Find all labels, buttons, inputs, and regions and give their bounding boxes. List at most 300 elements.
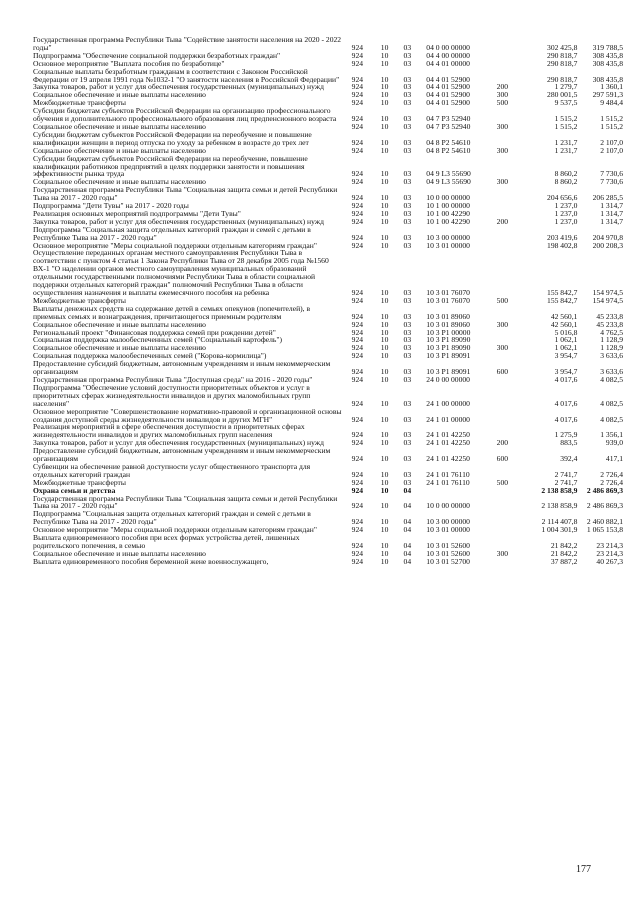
section-code-cell: 10 [380, 208, 389, 218]
section-code-cell: 10 [380, 240, 389, 250]
budget-table-body [33, 36, 623, 566]
ministry-code-cell: 924 [351, 240, 364, 250]
expense-type-cell [497, 408, 528, 424]
amount-year2-cell: 4 082,5 [600, 414, 623, 424]
ministry-code-cell: 924 [351, 311, 364, 321]
budget-table [33, 36, 623, 566]
subsection-code-cell: 04 [403, 525, 412, 535]
amount-year2-cell: 308 435,8 [592, 58, 623, 68]
row-name-cell: Выплата единовременного пособия при всех формах устройства детей, лишенных родительского попечения, в семью [33, 533, 300, 550]
row-name-cell: Закупка товаров, работ и услуг для обеспечения государственных (муниципальных) нужд [33, 438, 324, 448]
subsection-code-cell: 03 [403, 319, 412, 329]
target-article-cell: 24 0 00 00000 [426, 374, 470, 384]
amount-year2-cell: 1 314,7 [600, 201, 623, 211]
amount-year2-cell: 23 214,3 [596, 548, 623, 558]
target-article-cell: 10 3 P1 89091 [426, 367, 471, 377]
ministry-code-cell: 924 [351, 430, 364, 440]
expense-type-cell: 300 [496, 343, 509, 353]
section-code-cell: 10 [380, 216, 389, 226]
section-code-cell: 10 [380, 145, 389, 155]
expense-type-cell: 300 [496, 319, 509, 329]
amount-year1-cell: 155 842,7 [547, 288, 578, 297]
target-article-cell: 04 4 00 00000 [426, 50, 470, 60]
target-article-cell: 10 3 01 76070 [426, 288, 470, 297]
amount-year2-cell: 2 486 869,3 [586, 501, 623, 511]
amount-year1-cell: 2 138 858,9 [541, 485, 578, 495]
expense-type-cell: 500 [496, 98, 509, 108]
target-article-cell: 04 0 00 00000 [426, 42, 470, 52]
amount-year2-cell: 2 486 869,3 [586, 485, 623, 495]
target-article-cell: 10 3 01 89060 [426, 311, 470, 321]
subsection-code-cell: 03 [403, 58, 412, 68]
section-code-cell: 10 [380, 374, 389, 384]
expense-type-cell: 300 [496, 177, 509, 187]
expense-type-cell: 500 [496, 477, 509, 487]
target-article-cell: 10 1 00 42290 [426, 208, 470, 218]
expense-type-cell [497, 423, 528, 439]
ministry-code-cell: 924 [351, 42, 364, 52]
subsection-code-cell: 03 [403, 98, 412, 108]
amount-year1-cell: 2 741,7 [554, 477, 578, 487]
ministry-code-cell: 924 [351, 351, 364, 361]
table-row [33, 534, 623, 550]
ministry-code-cell: 924 [351, 295, 364, 305]
subsection-code-cell: 04 [403, 517, 412, 527]
amount-year2-cell: 206 285,5 [592, 193, 623, 203]
subsection-code-cell: 03 [403, 121, 412, 131]
subsection-code-cell: 03 [403, 469, 412, 479]
expense-type-cell: 300 [496, 90, 509, 100]
section-code-cell: 10 [380, 74, 389, 84]
subsection-code-cell: 03 [403, 438, 412, 448]
subsection-code-cell: 03 [403, 367, 412, 377]
target-article-cell: 10 3 01 76070 [426, 295, 470, 305]
section-code-cell: 10 [380, 351, 389, 361]
amount-year1-cell: 37 887,2 [550, 556, 578, 566]
row-name-cell: Государственная программа Республики Тыва "Социальная защита семьи и детей Республики Тыва на 2017 - 2020 годы" [33, 185, 338, 203]
amount-year1-cell: 290 818,7 [547, 58, 578, 68]
section-code-cell: 10 [380, 541, 389, 550]
amount-year2-cell: 308 435,8 [592, 74, 623, 84]
budget-document-page [33, 36, 623, 566]
amount-year1-cell: 280 001,5 [547, 90, 578, 100]
subsection-code-cell: 03 [403, 169, 412, 179]
ministry-code-cell: 924 [351, 343, 364, 353]
amount-year1-cell: 1 231,7 [554, 145, 578, 155]
amount-year1-cell: 2 138 858,9 [541, 501, 578, 511]
amount-year2-cell: 1 128,9 [600, 343, 623, 353]
target-article-cell: 04 4 01 52900 [426, 82, 470, 92]
expense-type-cell: 200 [496, 82, 509, 92]
ministry-code-cell: 924 [351, 525, 364, 535]
ministry-code-cell: 924 [351, 398, 364, 408]
amount-year1-cell: 155 842,7 [547, 295, 578, 305]
subsection-code-cell: 03 [403, 193, 412, 203]
amount-year2-cell: 2 726,4 [600, 469, 623, 479]
subsection-code-cell: 03 [403, 335, 412, 345]
table-row [33, 131, 623, 147]
table-row [33, 479, 623, 487]
ministry-code-cell: 924 [351, 319, 364, 329]
amount-year2-cell: 308 435,8 [592, 50, 623, 60]
amount-year1-cell: 302 425,8 [547, 42, 578, 52]
ministry-code-cell: 924 [351, 548, 364, 558]
amount-year1-cell: 1 004 301,9 [541, 525, 578, 535]
row-name-cell: Подпрограмма "Обеспечение социальной поддержки безработных граждан" [33, 50, 281, 60]
row-name-cell: Социальное обеспечение и иные выплаты населению [33, 90, 206, 100]
section-code-cell: 10 [380, 58, 389, 68]
section-code-cell: 10 [380, 367, 389, 377]
section-code-cell: 10 [380, 414, 389, 424]
ministry-code-cell: 924 [351, 145, 364, 155]
row-name-cell: Основное мероприятие "Выплата пособия по безработице" [33, 58, 225, 68]
expense-type-cell [497, 487, 528, 495]
subsection-code-cell: 03 [403, 414, 412, 424]
section-code-cell: 10 [380, 525, 389, 535]
row-name-cell: Региональный проект "Финансовая поддержка семей при рождении детей" [33, 327, 276, 337]
amount-year2-cell: 2 107,0 [600, 137, 623, 147]
subsection-code-cell: 03 [403, 295, 412, 305]
subsection-code-cell: 04 [403, 501, 412, 511]
target-article-cell: 24 1 01 42250 [426, 438, 470, 448]
row-name-cell: Межбюджетные трансферты [33, 98, 126, 108]
row-name-cell: Межбюджетные трансферты [33, 477, 126, 487]
section-code-cell: 10 [380, 121, 389, 131]
amount-year1-cell: 1 231,7 [554, 137, 578, 147]
amount-year2-cell: 1 360,1 [600, 82, 623, 92]
amount-year1-cell: 1 237,0 [554, 208, 578, 218]
target-article-cell: 10 3 01 89060 [426, 319, 470, 329]
section-code-cell: 10 [380, 137, 389, 147]
ministry-code-cell: 924 [351, 477, 364, 487]
section-code-cell: 10 [380, 327, 389, 337]
ministry-code-cell: 924 [351, 74, 364, 84]
amount-year2-cell: 1 314,7 [600, 208, 623, 218]
section-code-cell: 10 [380, 295, 389, 305]
row-name-cell: Подпрограмма "Обеспечение условий доступности приоритетных объектов и услуг в приоритетных сферах жизнедеятельности инвалидов и других маломобильных групп населения" [33, 382, 311, 408]
expense-type-cell [497, 155, 528, 179]
expense-type-cell: 300 [496, 548, 509, 558]
amount-year2-cell: 4 082,5 [600, 398, 623, 408]
ministry-code-cell: 924 [351, 517, 364, 527]
section-code-cell: 10 [380, 90, 389, 100]
amount-year2-cell: 2 726,4 [600, 477, 623, 487]
amount-year1-cell: 21 842,2 [550, 541, 578, 550]
table-row [33, 36, 623, 52]
amount-year2-cell: 1 128,9 [600, 335, 623, 345]
row-name-cell: Подпрограмма "Социальная защита отдельных категорий граждан и семей с детьми в Республике Тыва на 2017 - 2020 годы" [33, 509, 311, 527]
table-row [33, 305, 623, 321]
expense-type-cell [497, 495, 528, 511]
subsection-code-cell: 03 [403, 454, 412, 464]
expense-type-cell: 300 [496, 121, 509, 131]
subsection-code-cell: 03 [403, 288, 412, 297]
expense-type-cell: 500 [496, 295, 509, 305]
ministry-code-cell: 924 [351, 90, 364, 100]
row-name-cell: Предоставление субсидий бюджетным, автономным учреждениям и иным некоммерческим организациям [33, 359, 331, 377]
expense-type-cell: 300 [496, 145, 509, 155]
subsection-code-cell: 03 [403, 311, 412, 321]
subsection-code-cell: 03 [403, 232, 412, 242]
target-article-cell: 04 4 01 52900 [426, 74, 470, 84]
expense-type-cell [497, 202, 528, 210]
ministry-code-cell: 924 [351, 216, 364, 226]
ministry-code-cell: 924 [351, 169, 364, 179]
amount-year2-cell: 45 233,8 [596, 311, 623, 321]
target-article-cell: 10 3 01 00000 [426, 240, 470, 250]
amount-year1-cell: 1 275,9 [554, 430, 578, 440]
ministry-code-cell: 924 [351, 288, 364, 297]
subsection-code-cell: 03 [403, 240, 412, 250]
section-code-cell: 10 [380, 50, 389, 60]
section-code-cell: 10 [380, 501, 389, 511]
section-code-cell: 10 [380, 343, 389, 353]
target-article-cell: 24 1 01 76110 [426, 477, 470, 487]
target-article-cell: 04 9 L3 55690 [426, 169, 471, 179]
amount-year1-cell: 1 515,2 [554, 114, 578, 124]
section-code-cell: 10 [380, 430, 389, 440]
row-name-cell: Осуществление переданных органам местного самоуправления Республики Тыва в соответствии с пунктом 4 статьи 1 Закона Республики Тыва от 28 декабря 2005 года №1560 ВХ-1 "О наделении органов местного самоуправления муниципальных образований отдельными государственными полномочиями Республики Тыва в области социальной поддержки отдельных категорий граждан" полномочий Республики Тыва в области осуществления назначения и выплаты ежемесячного пособия на ребенка [33, 248, 329, 297]
subsection-code-cell: 03 [403, 177, 412, 187]
row-name-cell: Социальная поддержка малообеспеченных семей ("Социальный картофель") [33, 335, 282, 345]
row-name-cell: Реализация мероприятий в сфере обеспечения доступности в приоритетных сферах жизнедеятельности инвалидов и других маломобильных групп населения [33, 422, 305, 440]
amount-year2-cell: 154 974,5 [592, 295, 623, 305]
target-article-cell: 10 3 P1 89090 [426, 335, 471, 345]
amount-year1-cell: 42 560,1 [550, 319, 578, 329]
target-article-cell: 10 3 01 00000 [426, 525, 470, 535]
amount-year1-cell: 290 818,7 [547, 74, 578, 84]
row-name-cell: Социальное обеспечение и иные выплаты населению [33, 121, 206, 131]
subsection-code-cell: 04 [403, 485, 412, 495]
table-row [33, 510, 623, 526]
row-name-cell: Закупка товаров, работ и услуг для обеспечения государственных (муниципальных) нужд [33, 82, 324, 92]
row-name-cell: Реализация основных мероприятий подпрограммы "Дети Тувы" [33, 208, 241, 218]
target-article-cell: 24 1 01 42250 [426, 430, 470, 440]
expense-type-cell [497, 384, 528, 408]
amount-year2-cell: 1 356,1 [600, 430, 623, 440]
table-row [33, 463, 623, 479]
expense-type-cell: 600 [496, 454, 509, 464]
section-code-cell: 10 [380, 193, 389, 203]
ministry-code-cell: 924 [351, 485, 364, 495]
amount-year2-cell: 1 515,2 [600, 114, 623, 124]
table-row [33, 558, 623, 566]
amount-year2-cell: 154 974,5 [592, 288, 623, 297]
section-code-cell: 10 [380, 485, 389, 495]
ministry-code-cell: 924 [351, 501, 364, 511]
page-number: 177 [576, 864, 591, 875]
section-code-cell: 10 [380, 114, 389, 124]
amount-year1-cell: 5 016,8 [554, 327, 578, 337]
ministry-code-cell: 924 [351, 201, 364, 211]
subsection-code-cell: 03 [403, 327, 412, 337]
table-row [33, 384, 623, 408]
expense-type-cell: 200 [496, 438, 509, 448]
expense-type-cell [497, 352, 528, 360]
expense-type-cell [497, 242, 528, 250]
row-name-cell: Основное мероприятие "Меры социальной поддержки отдельным категориям граждан" [33, 525, 317, 535]
amount-year2-cell: 3 633,6 [600, 367, 623, 377]
ministry-code-cell: 924 [351, 50, 364, 60]
row-name-cell: Субсидии бюджетам субъектов Российской Федерации на организацию профессионального обучения и дополнительного профессионального образования лиц предпенсионного возраста [33, 106, 337, 124]
amount-year2-cell: 4 762,5 [600, 327, 623, 337]
amount-year1-cell: 203 419,6 [547, 232, 578, 242]
subsection-code-cell: 03 [403, 374, 412, 384]
row-name-cell: Выплаты денежных средств на содержание детей в семьях опекунов (попечителей), в приемных семьях и вознаграждения, причитающегося приемным родителям [33, 303, 311, 321]
ministry-code-cell: 924 [351, 327, 364, 337]
ministry-code-cell: 924 [351, 193, 364, 203]
target-article-cell: 04 9 L3 55690 [426, 177, 471, 187]
ministry-code-cell: 924 [351, 232, 364, 242]
ministry-code-cell: 924 [351, 454, 364, 464]
target-article-cell: 04 4 01 00000 [426, 58, 470, 68]
table-row [33, 423, 623, 439]
expense-type-cell [497, 376, 528, 384]
target-article-cell: 04 4 01 52900 [426, 98, 470, 108]
amount-year1-cell: 3 954,7 [554, 351, 578, 361]
section-code-cell: 10 [380, 438, 389, 448]
section-code-cell: 10 [380, 177, 389, 187]
target-article-cell: 10 0 00 00000 [426, 193, 470, 203]
row-name-cell: Субвенции на обеспечение равной доступности услуг общественного транспорта для отдельных категорий граждан [33, 461, 311, 479]
amount-year1-cell: 204 656,6 [547, 193, 578, 203]
row-name-cell: Предоставление субсидий бюджетным, автономным учреждениям и иным некоммерческим организациям [33, 446, 331, 464]
subsection-code-cell: 03 [403, 208, 412, 218]
ministry-code-cell: 924 [351, 98, 364, 108]
section-code-cell: 10 [380, 98, 389, 108]
section-code-cell: 10 [380, 82, 389, 92]
section-code-cell: 10 [380, 454, 389, 464]
target-article-cell: 24 1 01 00000 [426, 414, 470, 424]
amount-year1-cell: 1 279,7 [554, 82, 578, 92]
target-article-cell: 10 3 01 52700 [426, 556, 470, 566]
amount-year1-cell: 21 842,2 [550, 548, 578, 558]
target-article-cell: 10 3 01 52600 [426, 541, 470, 550]
ministry-code-cell: 924 [351, 82, 364, 92]
subsection-code-cell: 03 [403, 137, 412, 147]
expense-type-cell [497, 510, 528, 526]
amount-year2-cell: 9 484,4 [600, 98, 623, 108]
expense-type-cell [497, 36, 528, 52]
ministry-code-cell: 924 [351, 335, 364, 345]
expense-type-cell [497, 68, 528, 84]
amount-year2-cell: 2 460 882,1 [586, 517, 623, 527]
row-name-cell: Социальная поддержка малообеспеченных семей ("Корова-кормилица") [33, 351, 267, 361]
table-row [33, 186, 623, 202]
subsection-code-cell: 04 [403, 548, 412, 558]
subsection-code-cell: 03 [403, 201, 412, 211]
subsection-code-cell: 03 [403, 430, 412, 440]
amount-year1-cell: 4 017,6 [554, 398, 578, 408]
ministry-code-cell: 924 [351, 58, 364, 68]
section-code-cell: 10 [380, 548, 389, 558]
row-name-cell: Социальное обеспечение и иные выплаты населению [33, 177, 206, 187]
ministry-code-cell: 924 [351, 121, 364, 131]
row-name-cell: Государственная программа Республики Тыва "Содействие занятости населения на 2020 - 2022 годы" [33, 35, 342, 52]
amount-year1-cell: 8 860,2 [554, 177, 578, 187]
target-article-cell: 10 0 00 00000 [426, 501, 470, 511]
subsection-code-cell: 03 [403, 74, 412, 84]
subsection-code-cell: 04 [403, 556, 412, 566]
row-name-cell: Подпрограмма "Дети Тувы" на 2017 - 2020 годы [33, 201, 189, 211]
amount-year1-cell: 1 515,2 [554, 121, 578, 131]
target-article-cell: 10 3 P1 00000 [426, 327, 471, 337]
subsection-code-cell: 03 [403, 145, 412, 155]
section-code-cell: 10 [380, 232, 389, 242]
ministry-code-cell: 924 [351, 469, 364, 479]
expense-type-cell [497, 52, 528, 60]
expense-type-cell [497, 534, 528, 550]
row-name-cell: Государственная программа Республики Тыва "Социальная защита семьи и детей Республики Тыва на 2017 - 2020 годы" [33, 493, 338, 511]
amount-year1-cell: 4 017,6 [554, 374, 578, 384]
section-code-cell: 10 [380, 335, 389, 345]
expense-type-cell [497, 329, 528, 337]
row-name-cell: Межбюджетные трансферты [33, 295, 126, 305]
target-article-cell: 10 3 00 00000 [426, 517, 470, 527]
ministry-code-cell: 924 [351, 367, 364, 377]
subsection-code-cell: 03 [403, 90, 412, 100]
amount-year1-cell: 290 818,7 [547, 50, 578, 60]
section-code-cell: 10 [380, 477, 389, 487]
section-code-cell: 10 [380, 469, 389, 479]
amount-year1-cell: 4 017,6 [554, 414, 578, 424]
amount-year1-cell: 1 237,0 [554, 201, 578, 211]
amount-year2-cell: 319 788,5 [592, 42, 623, 52]
section-code-cell: 10 [380, 398, 389, 408]
target-article-cell: 10 3 01 52600 [426, 548, 470, 558]
row-name-cell: Субсидии бюджетам субъектов Российской Федерации на переобучение и повышение квалификации женщин в период отпуска по уходу за ребенком в возрасте до трех лет [33, 129, 312, 147]
target-article-cell: 24 1 00 00000 [426, 398, 470, 408]
target-article-cell: 10 3 00 00000 [426, 232, 470, 242]
subsection-code-cell: 03 [403, 42, 412, 52]
ministry-code-cell: 924 [351, 137, 364, 147]
amount-year1-cell: 9 537,5 [554, 98, 578, 108]
ministry-code-cell: 924 [351, 438, 364, 448]
subsection-code-cell: 03 [403, 477, 412, 487]
row-name-cell: Социальное обеспечение и иные выплаты населению [33, 343, 206, 353]
row-name-cell: Социальное обеспечение и иные выплаты населению [33, 548, 206, 558]
ministry-code-cell: 924 [351, 208, 364, 218]
amount-year2-cell: 3 633,6 [600, 351, 623, 361]
expense-type-cell [497, 558, 528, 566]
amount-year2-cell: 417,1 [605, 454, 623, 464]
row-name-cell: Социальное обеспечение и иные выплаты населению [33, 319, 206, 329]
subsection-code-cell: 03 [403, 398, 412, 408]
row-name-cell: Социальное обеспечение и иные выплаты населению [33, 145, 206, 155]
row-name-cell: Основное мероприятие "Совершенствование нормативно-правовой и организационной основы создания доступной среды жизнедеятельности инвалидов и других МГН" [33, 406, 342, 424]
ministry-code-cell: 924 [351, 541, 364, 550]
amount-year1-cell: 392,4 [560, 454, 578, 464]
ministry-code-cell: 924 [351, 177, 364, 187]
target-article-cell: 04 8 P2 54610 [426, 137, 471, 147]
subsection-code-cell: 03 [403, 50, 412, 60]
expense-type-cell [497, 131, 528, 147]
target-article-cell: 10 3 P1 89091 [426, 351, 471, 361]
section-code-cell: 10 [380, 42, 389, 52]
target-article-cell: 04 7 P3 52940 [426, 121, 471, 131]
expense-type-cell [497, 186, 528, 202]
amount-year1-cell: 1 062,1 [554, 335, 578, 345]
amount-year2-cell: 200 208,3 [592, 240, 623, 250]
target-article-cell: 10 3 P1 89090 [426, 343, 471, 353]
amount-year2-cell: 7 730,6 [600, 169, 623, 179]
amount-year2-cell: 939,0 [605, 438, 623, 448]
ministry-code-cell: 924 [351, 374, 364, 384]
amount-year2-cell: 40 267,3 [596, 556, 623, 566]
row-name-cell: Основное мероприятие "Меры социальной поддержки отдельным категориям граждан" [33, 240, 317, 250]
table-row [33, 155, 623, 179]
table-row [33, 360, 623, 376]
